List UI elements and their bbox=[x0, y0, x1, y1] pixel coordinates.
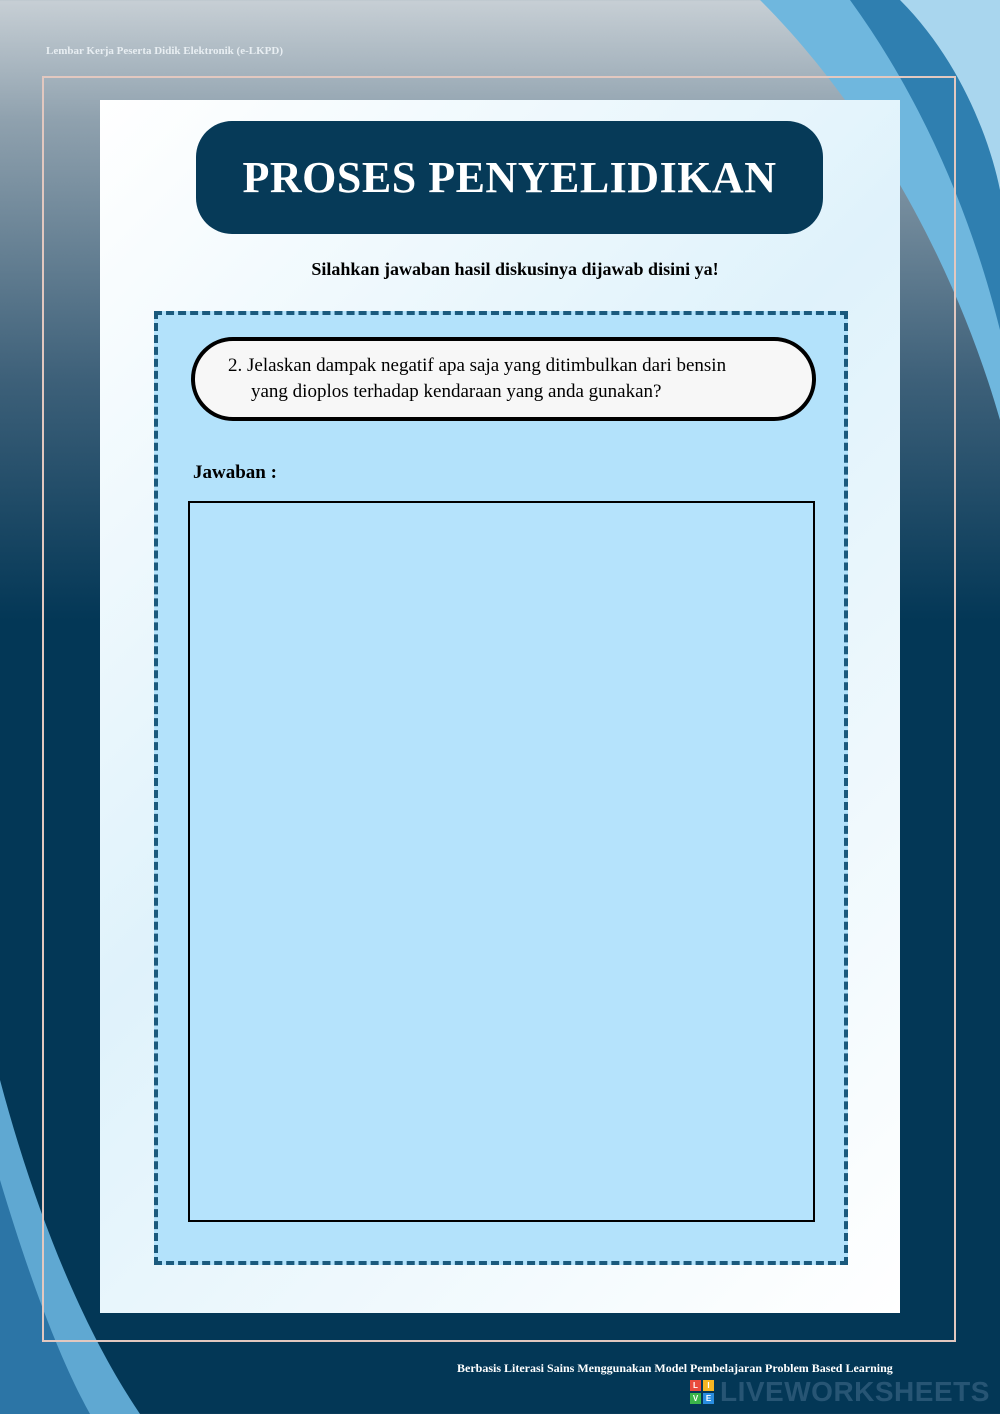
question-line-1: 2. Jelaskan dampak negatif apa saja yang ditimbulkan dari bensin bbox=[228, 355, 727, 376]
question-line-2: yang dioplos terhadap kendaraan yang anda gunakan? bbox=[251, 381, 662, 402]
liveworksheets-logo bbox=[690, 1376, 990, 1408]
logo-letter-l: L bbox=[690, 1380, 701, 1391]
page-title: PROSES PENYELIDIKAN bbox=[242, 153, 777, 202]
logo-letter-i: I bbox=[703, 1380, 714, 1391]
answer-input-box[interactable] bbox=[188, 501, 815, 1222]
logo-grid-icon bbox=[690, 1380, 714, 1404]
footer-text: Berbasis Literasi Sains Menggunakan Model Pembelajaran Problem Based Learning bbox=[457, 1361, 893, 1375]
title-banner bbox=[196, 121, 823, 234]
logo-letter-v: V bbox=[690, 1393, 701, 1404]
logo-letter-e: E bbox=[703, 1393, 714, 1404]
header-text: Lembar Kerja Peserta Didik Elektronik (e-LKPD) bbox=[46, 45, 283, 57]
instruction-text: Silahkan jawaban hasil diskusinya dijawab disini ya! bbox=[311, 259, 719, 279]
answer-label: Jawaban : bbox=[193, 462, 277, 483]
question-pill bbox=[191, 337, 816, 421]
logo-text: LIVEWORKSHEETS bbox=[720, 1376, 990, 1407]
